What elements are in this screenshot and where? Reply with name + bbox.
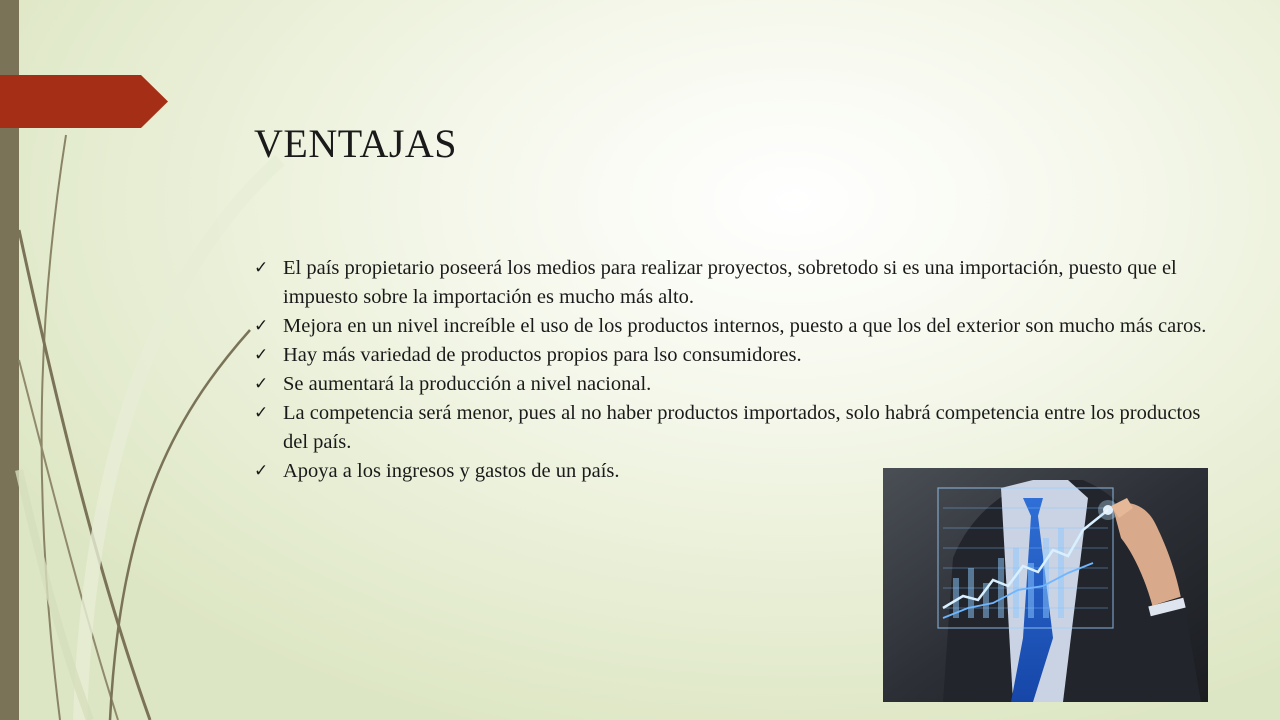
businessman-chart-photo <box>883 468 1208 702</box>
check-icon: ✓ <box>254 316 269 336</box>
bullet-text: Mejora en un nivel increíble el uso de los productos internos, puesto a que los del exterior son mucho más caros. <box>283 315 1207 337</box>
list-item <box>254 312 1214 341</box>
advantages-list <box>254 254 1214 486</box>
bullet-text: El país propietario poseerá los medios para realizar proyectos, sobretodo si es una importación, puesto que el impuesto sobre la importación es mucho más alto. <box>283 257 1177 308</box>
check-icon: ✓ <box>254 403 269 423</box>
bullet-text: La competencia será menor, pues al no haber productos importados, solo habrá competencia entre los productos del país. <box>283 402 1201 453</box>
check-icon: ✓ <box>254 258 269 278</box>
list-item <box>254 341 1214 370</box>
check-icon: ✓ <box>254 461 269 481</box>
accent-arrow-shape <box>0 75 168 128</box>
check-icon: ✓ <box>254 374 269 394</box>
bullet-text: Hay más variedad de productos propios para lso consumidores. <box>283 344 802 366</box>
check-icon: ✓ <box>254 345 269 365</box>
bullet-text: Se aumentará la producción a nivel nacional. <box>283 373 652 395</box>
bullet-text: Apoya a los ingresos y gastos de un país. <box>283 460 620 482</box>
list-item <box>254 370 1214 399</box>
slide-title: VENTAJAS <box>254 121 458 166</box>
list-item <box>254 399 1214 457</box>
accent-arrow-tab <box>0 75 168 128</box>
list-item <box>254 254 1214 312</box>
